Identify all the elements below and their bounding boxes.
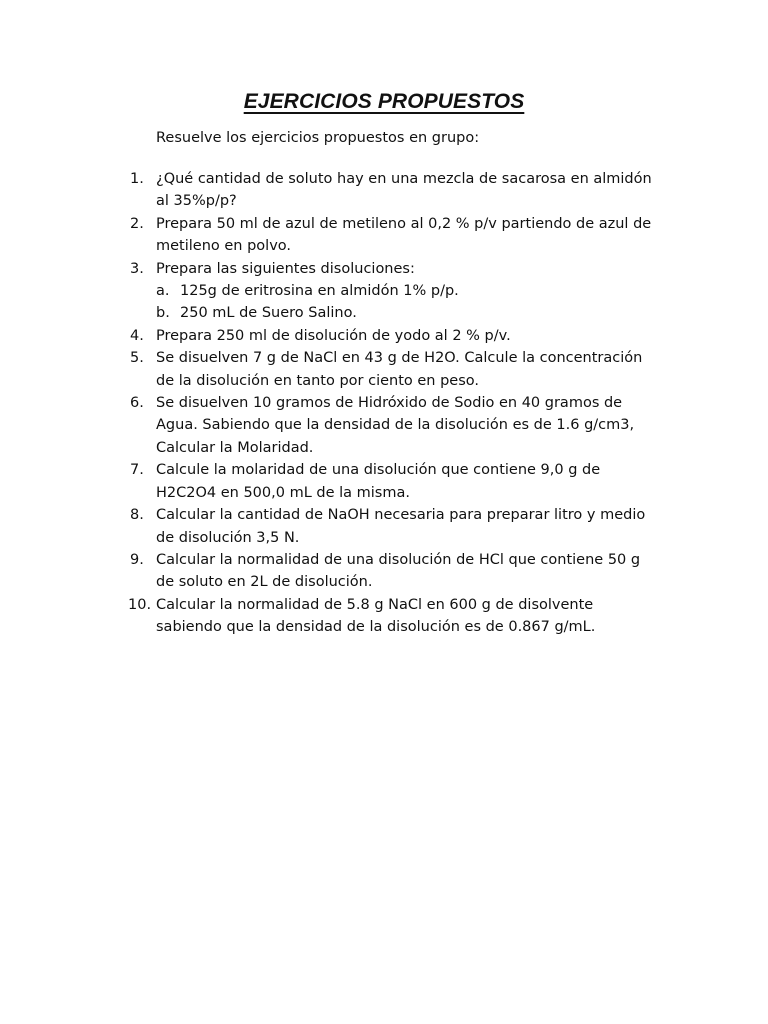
- exercise-text-line: sabiendo que la densidad de la disolución es de 0.867 g/mL.: [156, 619, 596, 636]
- exercise-item-1: [130, 168, 660, 213]
- exercise-item-9: [130, 549, 660, 594]
- exercise-number: 10.: [128, 596, 152, 613]
- exercise-text-line: metileno en polvo.: [156, 238, 292, 255]
- intro-text: Resuelve los ejercicios propuestos en grupo:: [156, 130, 480, 146]
- exercise-text-line: Se disuelven 7 g de NaCl en 43 g de H2O. Calcule la concentración: [156, 350, 643, 367]
- exercise-text-line: de disolución 3,5 N.: [156, 529, 300, 546]
- exercise-number: 2.: [130, 215, 144, 232]
- exercise-item-3: [130, 258, 660, 325]
- exercise-list: [130, 168, 660, 639]
- page-title: EJERCICIOS PROPUESTOS: [243, 90, 525, 113]
- exercise-text-line: Calcular la Molaridad.: [156, 439, 314, 456]
- exercise-text-line: Prepara las siguientes disoluciones:: [156, 260, 415, 277]
- exercise-text-line: Prepara 250 ml de disolución de yodo al 2 % p/v.: [156, 327, 511, 344]
- exercise-subitem-a: [156, 280, 660, 302]
- exercise-text-line: Agua. Sabiendo que la densidad de la disolución es de 1.6 g/cm3,: [156, 417, 635, 434]
- exercise-item-2: [130, 213, 660, 258]
- exercise-text-line: Calcular la cantidad de NaOH necesaria para preparar litro y medio: [156, 507, 646, 524]
- exercise-text-line: Calcular la normalidad de una disolución de HCl que contiene 50 g: [156, 551, 641, 568]
- subitem-text: 125g de eritrosina en almidón 1% p/p.: [180, 283, 459, 300]
- exercise-item-8: [130, 504, 660, 549]
- exercise-text-line: H2C2O4 en 500,0 mL de la misma.: [156, 484, 410, 501]
- exercise-text-line: Calcular la normalidad de 5.8 g NaCl en 600 g de disolvente: [156, 596, 594, 613]
- exercise-subitem-b: [156, 302, 660, 324]
- exercise-number: 6.: [130, 395, 144, 412]
- exercise-number: 3.: [130, 260, 144, 277]
- exercise-text-line: de la disolución en tanto por ciento en peso.: [156, 372, 480, 389]
- exercise-text-line: Prepara 50 ml de azul de metileno al 0,2 % p/v partiendo de azul de: [156, 215, 652, 232]
- exercise-number: 1.: [130, 171, 144, 187]
- exercise-number: 4.: [130, 327, 144, 344]
- exercise-text-line: al 35%p/p?: [156, 193, 237, 210]
- exercise-number: 8.: [130, 507, 144, 524]
- exercise-text-line: de soluto en 2L de disolución.: [156, 574, 373, 591]
- exercise-item-10: [130, 594, 660, 639]
- exercise-number: 9.: [130, 551, 144, 568]
- exercise-number: 7.: [130, 462, 144, 479]
- exercise-item-5: [130, 347, 660, 392]
- exercise-text-line: Calcule la molaridad de una disolución que contiene 9,0 g de: [156, 462, 601, 479]
- exercise-item-4: [130, 325, 660, 347]
- subitem-letter: a.: [156, 283, 170, 300]
- subitem-text: 250 mL de Suero Salino.: [180, 305, 357, 322]
- exercise-text-line: ¿Qué cantidad de soluto hay en una mezcla de sacarosa en almidón: [156, 171, 652, 187]
- exercise-item-7: [130, 459, 660, 504]
- exercise-item-6: [130, 392, 660, 459]
- exercise-number: 5.: [130, 350, 144, 367]
- exercise-text-line: Se disuelven 10 gramos de Hidróxido de Sodio en 40 gramos de: [156, 395, 623, 412]
- subitem-letter: b.: [156, 305, 170, 322]
